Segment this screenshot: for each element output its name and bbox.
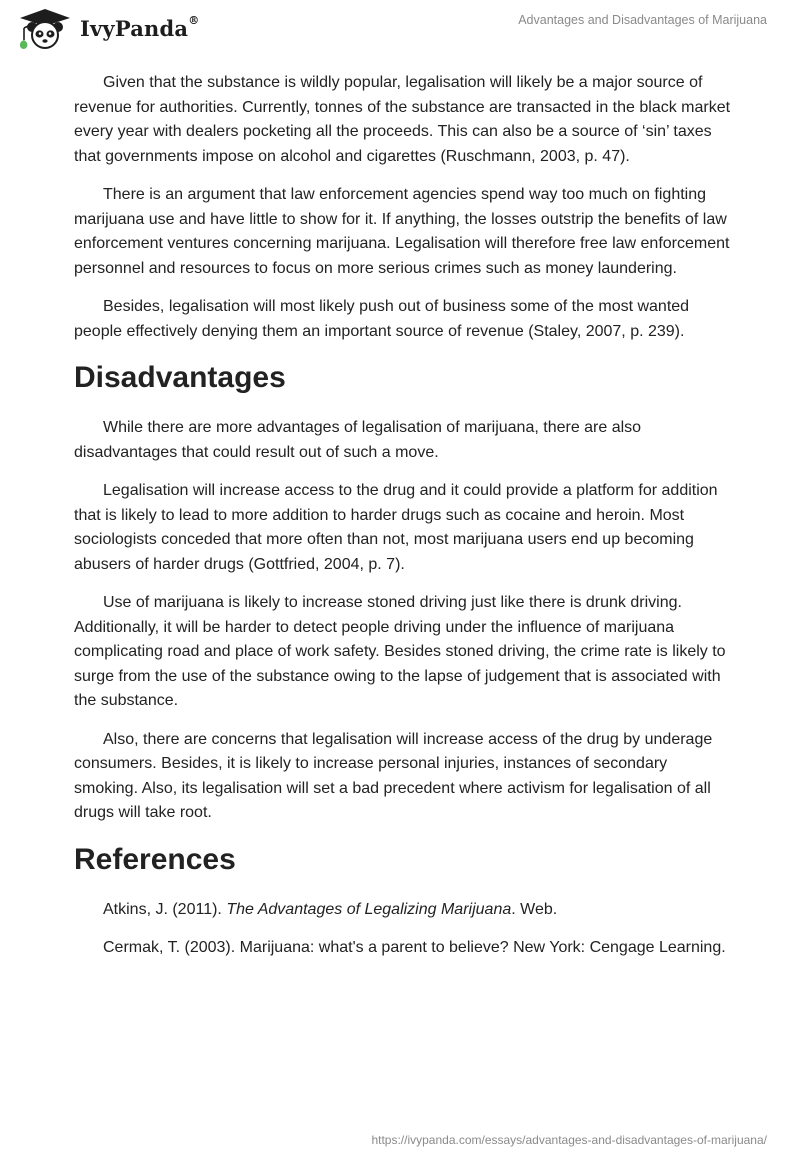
page-header-title: Advantages and Disadvantages of Marijuana (518, 13, 767, 27)
panda-mascot-icon (16, 6, 74, 50)
body-paragraph: There is an argument that law enforcement agencies spend way too much on fighting marijuana use and have little to show for it. If anything, the losses outstrip the benefits of law enforcement ventures concerning marijuana. Legalisation will therefore free law enforcement personnel and resources to focus on more serious crimes such as money laundering. (74, 186, 730, 277)
body-paragraph: While there are more advantages of legalisation of marijuana, there are also disadvantages that could result out of such a move. (74, 419, 642, 461)
disadvantages-heading: Disadvantages (74, 361, 286, 394)
essay-content (74, 71, 734, 975)
body-paragraph: Besides, legalisation will most likely push out of business some of the most wanted people effectively denying them an important source of revenue (Staley, 2007, p. 239). (74, 298, 690, 340)
source-url[interactable]: https://ivypanda.com/essays/advantages-and-disadvantages-of-marijuana/ (371, 1133, 767, 1147)
reference-title: The Advantages of Legalizing Marijuana (226, 900, 512, 918)
logo-wordmark: IvyPanda® (80, 13, 200, 41)
body-paragraph: Use of marijuana is likely to increase stoned driving just like there is drunk driving. Additionally, it will be harder to detect people driving under the influence of marijuana complicating road and place of work safety. Besides stoned driving, the crime rate is likely to surge from the use of the substance owing to the lapse of judgement that is associated with the substance. (74, 594, 726, 709)
body-paragraph: Also, there are concerns that legalisation will increase access of the drug by underage consumers. Besides, it is likely to increase personal injuries, instances of secondary smoking. Also, its legalisation will set a bad precedent where activism for legalisation of all drugs will take root. (74, 730, 713, 821)
reference-item: Atkins, J. (2011). The Advantages of Legalizing Marijuana. Web. (103, 900, 558, 918)
body-paragraph: Given that the substance is wildly popular, legalisation will likely be a major source of revenue for authorities. Currently, tonnes of the substance are transacted in the black market every year with dealers pocketing all the proceeds. This can also be a source of ‘sin’ taxes that governments impose on alcohol and cigarettes (Ruschmann, 2003, p. 47). (74, 74, 731, 165)
body-paragraph: Legalisation will increase access to the drug and it could provide a platform for addition that is likely to lead to more addition to harder drugs such as cocaine and heroin. Most sociologists conceded that more often than not, most marijuana users end up becoming abusers of harder drugs (Gottfried, 2004, p. 7). (74, 482, 718, 573)
ivypanda-logo[interactable] (16, 6, 199, 50)
references-heading: References (74, 842, 236, 876)
reference-item: Cermak, T. (2003). Marijuana: what's a parent to believe? New York: Cengage Learning. (103, 939, 726, 956)
page-header (0, 0, 800, 60)
